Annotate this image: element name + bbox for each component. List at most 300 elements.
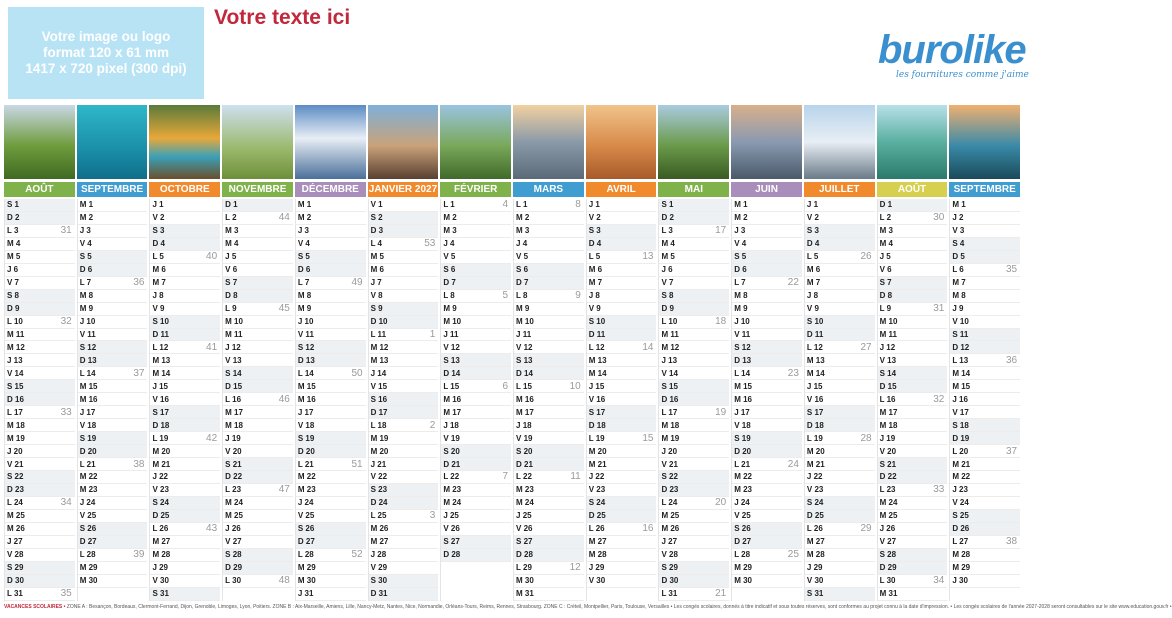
day-row: S 17	[150, 406, 220, 419]
month-photo	[149, 105, 220, 179]
day-row: V 7	[5, 277, 75, 290]
day-row: V 18	[732, 419, 802, 432]
day-row: M 10	[223, 316, 293, 329]
day-row: L 21 24	[732, 458, 802, 471]
day-row: M 13	[150, 354, 220, 367]
day-row: S 3	[805, 225, 875, 238]
day-row: M 25	[659, 510, 729, 523]
day-row: J 24	[732, 497, 802, 510]
day-row: S 15	[5, 380, 75, 393]
day-row: S 3	[587, 225, 657, 238]
month-column	[949, 199, 1020, 601]
day-row: J 22	[805, 471, 875, 484]
day-row: M 1	[296, 199, 366, 212]
week-number: 34	[60, 497, 72, 509]
month-photo	[804, 105, 875, 179]
day-row: J 9	[950, 303, 1020, 316]
day-row: D 11	[150, 329, 220, 342]
day-row: L 21 38	[78, 458, 148, 471]
day-row: M 24	[223, 497, 293, 510]
day-row: L 5 40	[150, 251, 220, 264]
day-row: L 15 10	[514, 380, 584, 393]
day-row: L 28 39	[78, 549, 148, 562]
month-header: JANVIER 2027	[368, 184, 438, 195]
day-row: M 21	[150, 458, 220, 471]
day-row: S 12	[296, 341, 366, 354]
day-row: J 3	[78, 225, 148, 238]
day-row: S 4	[950, 238, 1020, 251]
day-row: V 12	[441, 341, 511, 354]
day-row: M 19	[659, 432, 729, 445]
day-row: L 17 19	[659, 406, 729, 419]
day-row: M 24	[878, 497, 948, 510]
month-photo	[658, 105, 729, 179]
day-row: M 6	[587, 264, 657, 277]
day-row: J 21	[369, 458, 439, 471]
day-row: M 7	[150, 277, 220, 290]
brand-tagline: les fournitures comme j'aime	[896, 70, 1029, 80]
day-row: J 8	[150, 290, 220, 303]
day-row: M 6	[369, 264, 439, 277]
day-row: V 23	[150, 484, 220, 497]
day-row: J 1	[587, 199, 657, 212]
day-row: M 16	[441, 393, 511, 406]
day-row: D 13	[296, 354, 366, 367]
day-row: M 16	[296, 393, 366, 406]
day-row: V 11	[732, 329, 802, 342]
day-row: S 19	[296, 432, 366, 445]
week-number: 40	[206, 251, 218, 263]
month-header: SEPTEMBRE	[77, 182, 148, 197]
day-row: M 29	[78, 562, 148, 575]
day-row: D 7	[441, 277, 511, 290]
day-row: V 18	[78, 419, 148, 432]
day-row: M 11	[5, 329, 75, 342]
day-row: L 31 21	[659, 588, 729, 601]
day-row: M 28	[805, 549, 875, 562]
day-row: J 8	[587, 290, 657, 303]
day-row: M 25	[223, 510, 293, 523]
week-number: 30	[933, 212, 945, 224]
week-number: 37	[1005, 445, 1018, 457]
day-row: S 10	[587, 316, 657, 329]
day-row: M 18	[5, 419, 75, 432]
day-row: M 19	[369, 432, 439, 445]
day-row: S 17	[587, 406, 657, 419]
brand-name: burolike	[878, 28, 1026, 72]
day-row: V 16	[150, 393, 220, 406]
day-row: S 6	[441, 264, 511, 277]
week-number: 33	[933, 484, 945, 496]
day-row: M 4	[878, 238, 948, 251]
day-row: L 28 25	[732, 549, 802, 562]
day-row: S 24	[805, 497, 875, 510]
day-row: M 17	[878, 406, 948, 419]
day-row: V 11	[296, 329, 366, 342]
day-row: M 2	[78, 212, 148, 225]
day-row: D 5	[950, 251, 1020, 264]
day-row: S 8	[5, 290, 75, 303]
day-row: L 23 33	[878, 484, 948, 497]
day-row: L 6 35	[950, 264, 1020, 277]
day-row: M 21	[587, 458, 657, 471]
day-row: J 22	[150, 471, 220, 484]
day-row: V 30	[587, 575, 657, 588]
day-row: M 12	[659, 341, 729, 354]
day-row: L 3 31	[5, 225, 75, 238]
month-column	[4, 199, 75, 601]
day-row: L 18 2	[369, 419, 439, 432]
day-row: M 11	[659, 329, 729, 342]
day-row: M 10	[514, 316, 584, 329]
week-number: 47	[278, 484, 290, 496]
day-row: M 23	[732, 484, 802, 497]
day-row: M 12	[369, 341, 439, 354]
day-row: J 27	[5, 536, 75, 549]
week-number: 6	[502, 380, 509, 392]
day-row: J 5	[878, 251, 948, 264]
day-row: D 6	[78, 264, 148, 277]
day-row: D 18	[587, 419, 657, 432]
day-row: S 31	[805, 588, 875, 601]
day-row: M 14	[950, 367, 1020, 380]
day-row: D 30	[659, 575, 729, 588]
week-number: 23	[787, 367, 799, 379]
week-number: 15	[642, 432, 654, 444]
day-row: S 1	[5, 199, 75, 212]
day-row: M 18	[223, 419, 293, 432]
day-row: M 30	[78, 575, 148, 588]
day-row: L 28 52	[296, 549, 366, 562]
day-row: L 4 53	[369, 238, 439, 251]
day-row: L 7 49	[296, 277, 366, 290]
week-number: 2	[429, 419, 436, 431]
day-row: J 31	[296, 588, 366, 601]
day-row: J 17	[296, 406, 366, 419]
day-row: M 3	[878, 225, 948, 238]
day-row: D 4	[150, 238, 220, 251]
day-row: M 20	[805, 445, 875, 458]
day-row: V 6	[223, 264, 293, 277]
day-row: J 30	[950, 575, 1020, 588]
day-row: D 21	[514, 458, 584, 471]
day-row: D 15	[223, 380, 293, 393]
day-row: J 28	[369, 549, 439, 562]
day-row: V 18	[296, 419, 366, 432]
week-number: 10	[569, 380, 581, 392]
day-row: V 1	[369, 199, 439, 212]
day-row: V 15	[369, 380, 439, 393]
day-row: J 19	[878, 432, 948, 445]
day-row: M 23	[514, 484, 584, 497]
month-column	[804, 199, 875, 601]
day-row: D 29	[223, 562, 293, 575]
day-row: M 3	[514, 225, 584, 238]
day-row: J 25	[441, 510, 511, 523]
footer-text: ZONE A : Besançon, Bordeaux, Clermont-Ferrand, Dijon, Grenoble, Limoges, Lyon, Poitiers. ZONE B : Aix-Marseille, Amiens, Lille, Nancy-Metz, Nantes, Nice, Normandie, Orléans-Tours, Reims, Rennes, Strasbourg. ZONE C : Créteil, Montpellier, Paris, Toulouse, Versailles • Les congés scolaires, donnés à titre indicatif et sous toutes réserves, sont conformes au projet connu à la date d'impression. • Les congés scolaires de l'année 2027-2028 seront consultables sur le site www.education.gouv.fr •	[66, 604, 1172, 610]
day-row: D 27	[296, 536, 366, 549]
day-row: M 2	[732, 212, 802, 225]
day-row: L 25 3	[369, 510, 439, 523]
week-number: 44	[278, 212, 290, 224]
day-row: M 17	[514, 406, 584, 419]
day-row: S 1	[659, 199, 729, 212]
day-row: M 14	[587, 367, 657, 380]
day-row: M 4	[659, 238, 729, 251]
day-row: J 12	[223, 341, 293, 354]
day-row: V 28	[5, 549, 75, 562]
day-row: V 20	[878, 445, 948, 458]
day-row: L 12 41	[150, 341, 220, 354]
day-row: J 20	[659, 445, 729, 458]
day-row: L 9 45	[223, 303, 293, 316]
day-row: S 24	[587, 497, 657, 510]
day-row: M 24	[514, 497, 584, 510]
day-row: D 17	[369, 406, 439, 419]
day-row: J 13	[659, 354, 729, 367]
day-row: V 19	[514, 432, 584, 445]
day-row: S 12	[732, 341, 802, 354]
week-number: 45	[278, 303, 290, 315]
day-row: D 20	[732, 445, 802, 458]
month-header: NOVEMBRE	[222, 182, 293, 197]
day-row: D 1	[223, 199, 293, 212]
day-row: L 3 17	[659, 225, 729, 238]
day-row: V 12	[514, 341, 584, 354]
week-number: 35	[1005, 264, 1018, 276]
month-photo	[77, 105, 148, 179]
day-row: M 3	[441, 225, 511, 238]
day-row: V 13	[223, 354, 293, 367]
day-row: D 13	[732, 354, 802, 367]
day-row: L 19 28	[805, 432, 875, 445]
day-row: L 14 23	[732, 367, 802, 380]
month-header: JUIN	[731, 182, 802, 197]
day-row: D 27	[78, 536, 148, 549]
day-row: D 9	[5, 303, 75, 316]
day-row: J 6	[659, 264, 729, 277]
day-row: M 27	[805, 536, 875, 549]
day-row: D 11	[587, 329, 657, 342]
day-row: L 14 37	[78, 367, 148, 380]
day-row: D 2	[659, 212, 729, 225]
week-number: 14	[642, 341, 654, 353]
day-row: J 22	[587, 471, 657, 484]
week-number: 26	[860, 251, 872, 263]
month-column	[586, 199, 657, 601]
day-row: D 27	[732, 536, 802, 549]
day-row: V 22	[369, 471, 439, 484]
day-row: D 29	[878, 562, 948, 575]
day-row: L 10 32	[5, 316, 75, 329]
day-row: S 13	[441, 354, 511, 367]
day-row: M 22	[296, 471, 366, 484]
day-row: L 23 47	[223, 484, 293, 497]
footer-vacances-label: VACANCES SCOLAIRES •	[4, 604, 66, 610]
day-row: M 7	[587, 277, 657, 290]
month-header: AOÛT	[4, 182, 75, 197]
day-row: D 31	[369, 588, 439, 601]
day-row: J 20	[5, 445, 75, 458]
day-row: L 12 27	[805, 341, 875, 354]
week-number: 32	[933, 393, 945, 405]
day-row: M 2	[296, 212, 366, 225]
day-row: D 14	[441, 367, 511, 380]
day-row: D 16	[659, 393, 729, 406]
day-row: D 22	[878, 471, 948, 484]
day-row: M 22	[950, 471, 1020, 484]
day-row: S 21	[878, 458, 948, 471]
day-row: J 13	[5, 354, 75, 367]
month-column	[731, 199, 802, 601]
month-column	[222, 199, 293, 601]
day-row: M 29	[950, 562, 1020, 575]
day-row: M 6	[805, 264, 875, 277]
month-column	[77, 199, 148, 601]
day-row: D 28	[441, 549, 511, 562]
day-row: V 9	[150, 303, 220, 316]
day-row: M 18	[659, 419, 729, 432]
day-row: J 10	[296, 316, 366, 329]
day-row: L 19 15	[587, 432, 657, 445]
day-row: L 12 14	[587, 341, 657, 354]
day-row: V 26	[514, 523, 584, 536]
month-photo	[586, 105, 657, 179]
day-row: S 15	[659, 380, 729, 393]
day-row: V 16	[587, 393, 657, 406]
day-row: V 11	[78, 329, 148, 342]
day-row: M 28	[150, 549, 220, 562]
day-row: S 20	[514, 445, 584, 458]
day-row: J 15	[805, 380, 875, 393]
day-row: M 13	[805, 354, 875, 367]
day-row: L 27 38	[950, 536, 1020, 549]
month-header: MARS	[513, 182, 584, 197]
day-row: S 5	[732, 251, 802, 264]
day-row: V 10	[950, 316, 1020, 329]
day-row: L 24 20	[659, 497, 729, 510]
day-row: M 10	[441, 316, 511, 329]
day-row: M 31	[514, 588, 584, 601]
day-row: J 10	[78, 316, 148, 329]
day-row: D 25	[805, 510, 875, 523]
day-row: D 6	[732, 264, 802, 277]
day-row: L 7 22	[732, 277, 802, 290]
day-row: L 15 6	[441, 380, 511, 393]
day-row: L 1 8	[514, 199, 584, 212]
day-row: V 7	[659, 277, 729, 290]
week-number: 37	[133, 367, 145, 379]
day-row: L 29 12	[514, 562, 584, 575]
day-row: M 1	[732, 199, 802, 212]
week-number: 43	[206, 523, 218, 535]
day-row: M 26	[659, 523, 729, 536]
week-number: 8	[575, 199, 581, 211]
day-row: S 19	[732, 432, 802, 445]
week-number: 12	[569, 562, 581, 574]
day-row: M 11	[878, 329, 948, 342]
week-number: 49	[351, 277, 363, 289]
day-row: V 26	[441, 523, 511, 536]
day-row: D 23	[659, 484, 729, 497]
day-row: J 27	[659, 536, 729, 549]
week-number: 9	[575, 290, 581, 302]
week-number: 50	[351, 367, 363, 379]
day-row: M 2	[441, 212, 511, 225]
day-row: M 15	[296, 380, 366, 393]
week-number: 18	[715, 316, 727, 328]
day-row: M 15	[950, 380, 1020, 393]
day-row: M 25	[5, 510, 75, 523]
day-row: V 16	[805, 393, 875, 406]
day-row: D 3	[369, 225, 439, 238]
day-row: M 30	[732, 575, 802, 588]
day-row: D 21	[441, 458, 511, 471]
day-row: V 8	[369, 290, 439, 303]
day-row: J 3	[296, 225, 366, 238]
day-row: J 4	[441, 238, 511, 251]
week-number: 36	[133, 277, 145, 289]
day-row: D 16	[5, 393, 75, 406]
week-number: 48	[278, 575, 290, 587]
day-row: V 14	[659, 367, 729, 380]
month-photo	[877, 105, 948, 179]
week-number: 31	[60, 225, 72, 237]
day-row: D 28	[514, 549, 584, 562]
day-row: M 20	[150, 445, 220, 458]
month-header: AOÛT	[877, 182, 948, 197]
week-number: 24	[787, 458, 799, 470]
day-row: S 3	[150, 225, 220, 238]
day-row: J 1	[805, 199, 875, 212]
week-number: 28	[860, 432, 872, 444]
day-row: D 24	[369, 497, 439, 510]
day-row: L 19 42	[150, 432, 220, 445]
day-row: D 14	[514, 367, 584, 380]
day-row: S 2	[369, 212, 439, 225]
day-row: D 13	[78, 354, 148, 367]
day-row: V 4	[78, 238, 148, 251]
day-row: L 5 26	[805, 251, 875, 264]
day-row: D 30	[5, 575, 75, 588]
month-photo	[731, 105, 802, 179]
month-column	[149, 199, 220, 601]
day-row: D 26	[950, 523, 1020, 536]
week-number: 13	[642, 251, 654, 263]
day-row: L 5 13	[587, 251, 657, 264]
day-row: V 9	[587, 303, 657, 316]
day-row: J 29	[805, 562, 875, 575]
logo-placeholder-line3: 1417 x 720 pixel (300 dpi)	[25, 61, 187, 76]
month-header-row	[4, 182, 1020, 197]
day-row: V 30	[150, 575, 220, 588]
day-row: L 2 30	[878, 212, 948, 225]
day-row: M 23	[78, 484, 148, 497]
day-row: M 7	[950, 277, 1020, 290]
day-row: L 16 32	[878, 393, 948, 406]
day-row: V 25	[296, 510, 366, 523]
day-row: M 21	[950, 458, 1020, 471]
day-row: D 2	[5, 212, 75, 225]
day-row: J 3	[732, 225, 802, 238]
month-photo	[222, 105, 293, 179]
day-row: D 1	[878, 199, 948, 212]
week-number: 38	[133, 458, 145, 470]
day-row: J 1	[150, 199, 220, 212]
headline-text: Votre texte ici	[214, 6, 351, 29]
day-row: S 12	[78, 341, 148, 354]
day-row: M 9	[78, 303, 148, 316]
